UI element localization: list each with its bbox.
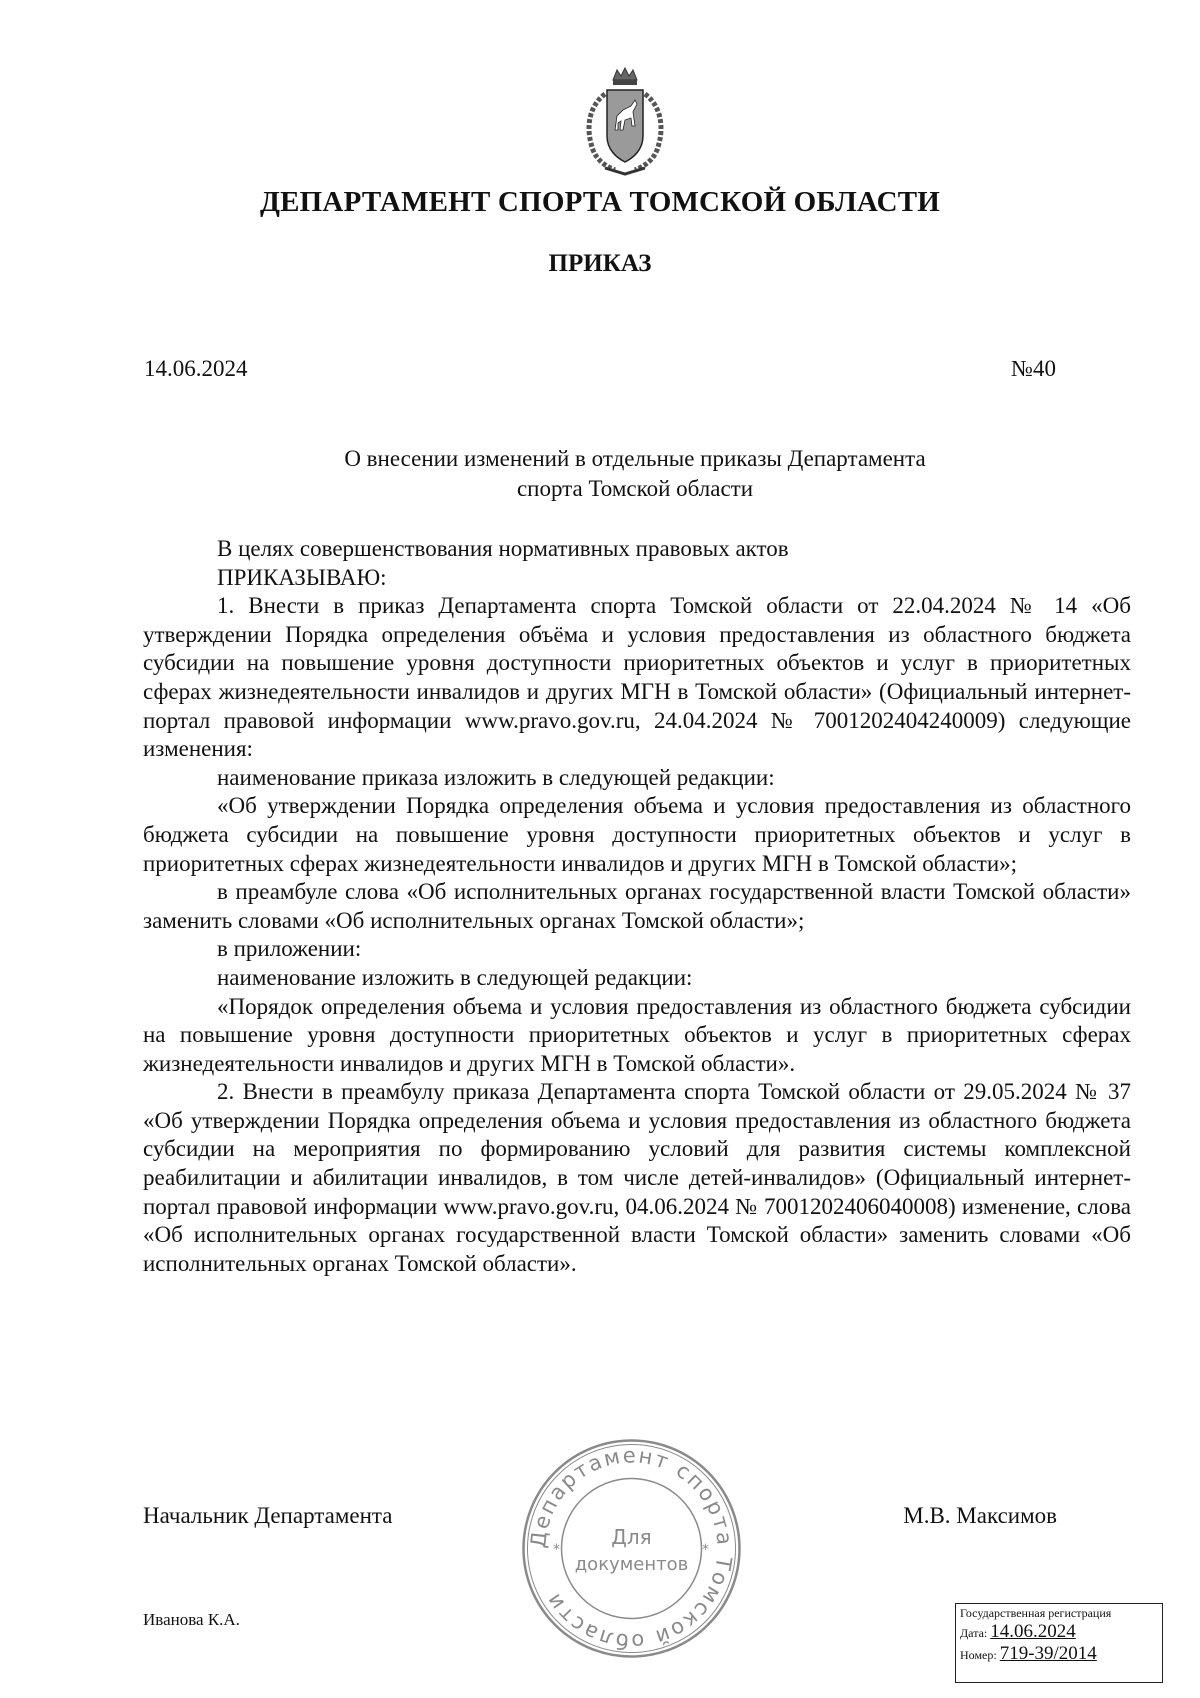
document-subject — [280, 444, 990, 504]
organization-title: ДЕПАРТАМЕНТ СПОРТА ТОМСКОЙ ОБЛАСТИ — [259, 186, 941, 218]
document-number: №40 — [1011, 356, 1056, 381]
seal-star-icon: * — [553, 1542, 560, 1558]
body-paragraph: ПРИКАЗЫВАЮ: — [217, 564, 387, 590]
body-paragraph: В целях совершенствования нормативных правовых актов — [217, 536, 789, 561]
body-paragraph: в приложении: — [217, 936, 362, 962]
seal-inner-line: Для — [611, 1525, 652, 1549]
body-paragraph: в преамбуле слова «Об исполнительных органах государственной власти Томской области» заменить словами «Об исполнительных органах Томской области»; — [143, 879, 1131, 933]
signer-title: Начальник Департамента — [143, 1503, 393, 1528]
official-seal-icon — [519, 1436, 744, 1661]
registration-stamp — [955, 1603, 1163, 1683]
seal-inner-line: документов — [574, 1554, 689, 1575]
seal-outer-text-path: Департамент спорта Томской области — [526, 1443, 737, 1654]
registration-number-label: Номер: — [960, 1648, 997, 1662]
document-date: 14.06.2024 — [144, 356, 248, 381]
registration-title: Государственная регистрация — [960, 1606, 1112, 1620]
registration-date-label: Дата: — [960, 1626, 988, 1640]
registration-number-value: 719-39/2014 — [999, 1643, 1097, 1664]
body-paragraph: наименование приказа изложить в следующей редакции: — [217, 764, 775, 790]
registration-date-row — [960, 1622, 1158, 1641]
subject-line: О внесении изменений в отдельные приказы Департамента — [344, 446, 926, 471]
registration-date-value: 14.06.2024 — [990, 1621, 1076, 1642]
registration-number-row — [960, 1644, 1158, 1663]
seal-star-icon: * — [702, 1542, 709, 1558]
document-body — [143, 535, 1131, 1278]
body-paragraph: 1. Внести в приказ Департамента спорта Томской области от 22.04.2024 № 14 «Об утверждении Порядка определения объёма и условия предоставления из областного бюджета субсидии на повышение уровня доступности приоритетных объектов и услуг в приоритетных сферах жизнедеятельности инвалидов и других МГН в Томской области» (Официальный интернет-портал правовой информации www.pravo.gov.ru, 24.04.2024 № 7001202404240009) следующие изменения: — [143, 593, 1131, 762]
subject-line: спорта Томской области — [516, 476, 754, 501]
body-paragraph: 2. Внести в преамбулу приказа Департамента спорта Томской области от 29.05.2024 № 37 «Об утверждении Порядка определения объема и условия предоставления из областного бюджета субсидии на мероприятия по формированию условий для развития системы комплексной реабилитации и абилитации инвалидов, в том числе детей-инвалидов» (Официальный интернет-портал правовой информации www.pravo.gov.ru, 04.06.2024 № 7001202406040008) изменение, слова «Об исполнительных органах государственной власти Томской области» заменить словами «Об исполнительных органах Томской области». — [143, 1079, 1131, 1276]
body-paragraph: наименование изложить в следующей редакции: — [217, 964, 693, 990]
document-type: ПРИКАЗ — [548, 250, 652, 277]
body-paragraph: «Порядок определения объема и условия предоставления из областного бюджета субсидии на повышение уровня доступности приоритетных объектов и услуг в приоритетных сферах жизнедеятельности инвалидов и других МГН в Томской области». — [143, 993, 1131, 1076]
signer-name: М.В. Максимов — [903, 1503, 1057, 1528]
executor-name: Иванова К.А. — [143, 1610, 240, 1629]
coat-of-arms-icon — [575, 66, 675, 178]
body-paragraph: «Об утверждении Порядка определения объема и условия предоставления из областного бюджета субсидии на повышение уровня доступности приоритетных объектов и услуг в приоритетных сферах жизнедеятельности инвалидов и других МГН в Томской области»; — [143, 793, 1131, 876]
